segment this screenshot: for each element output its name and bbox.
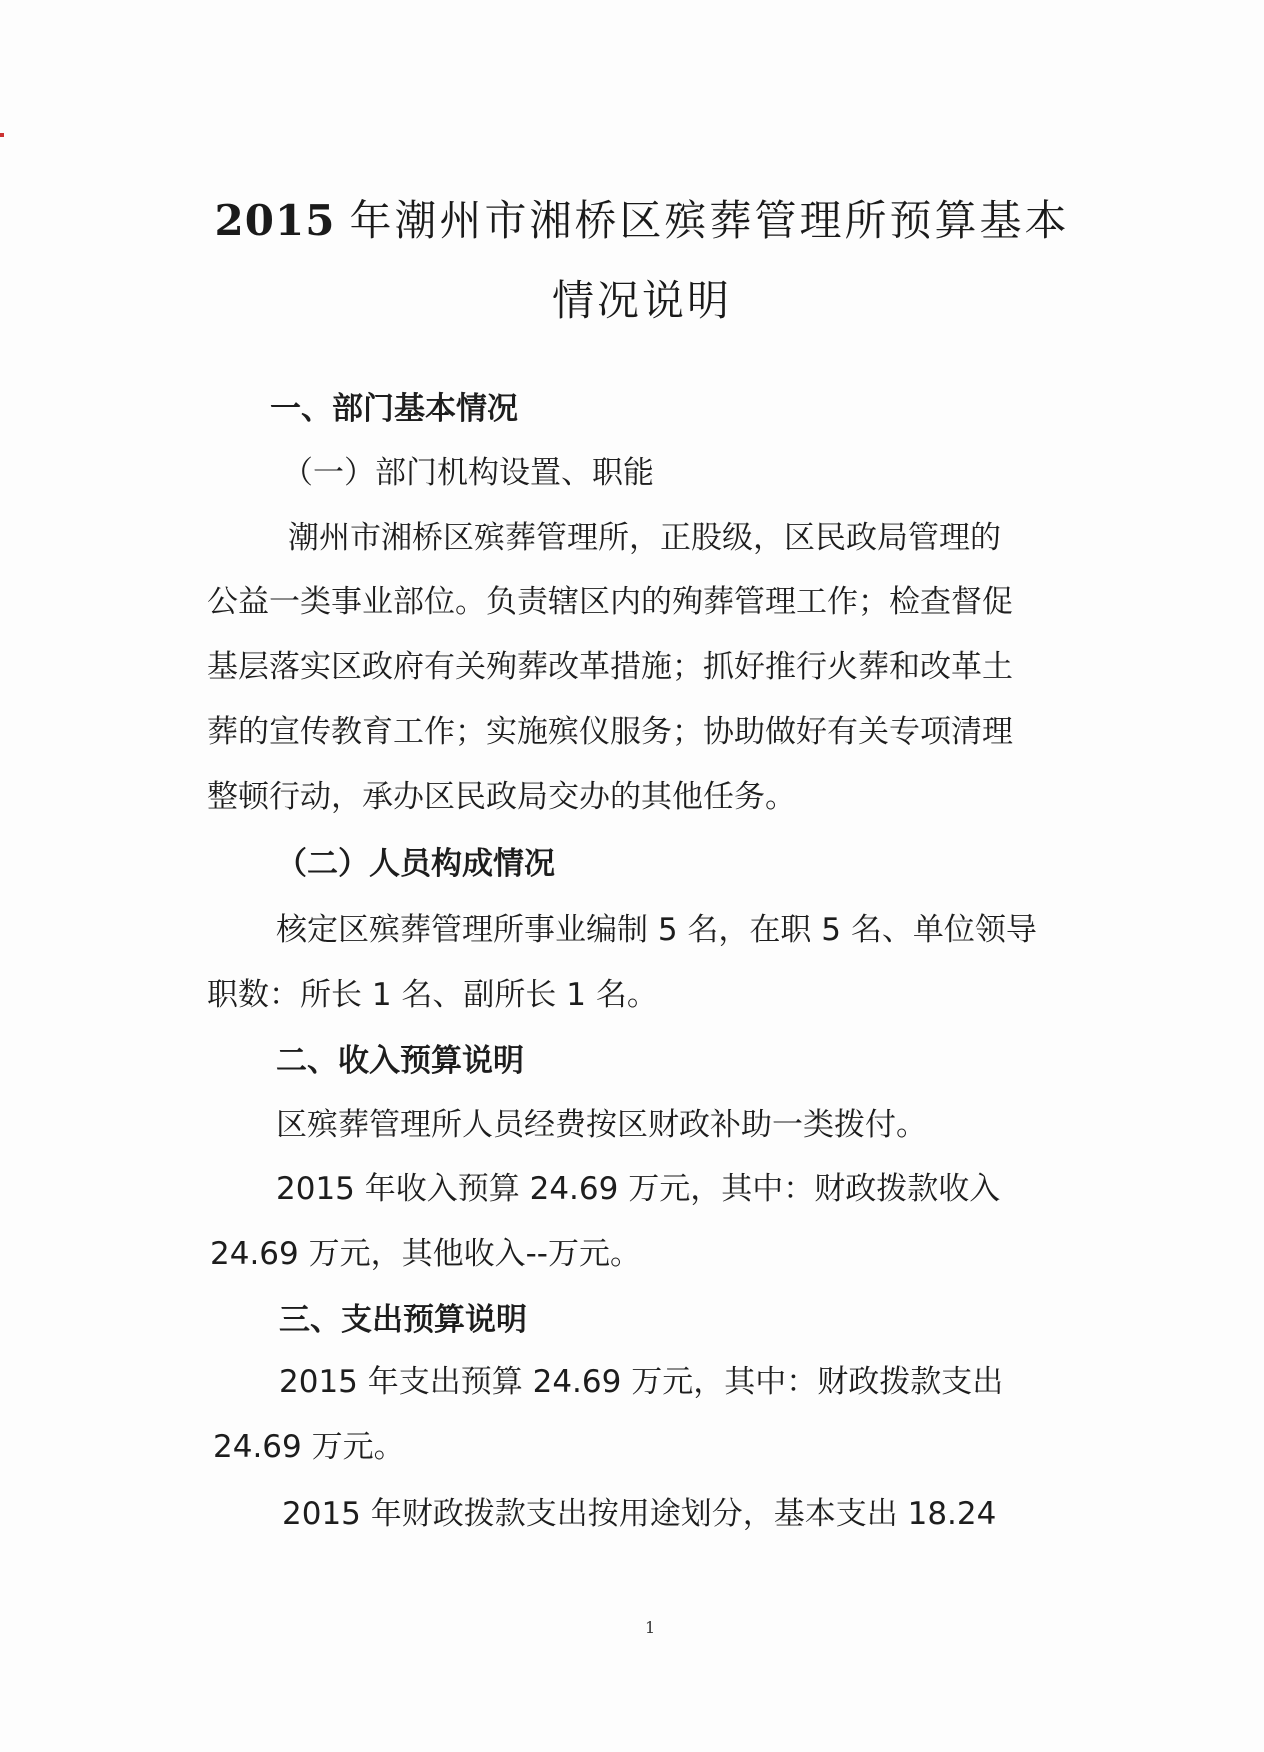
title-year: 2015	[214, 196, 336, 245]
paragraph-line: 2015 年收入预算 24.69 万元，其中：财政拨款收入	[276, 1171, 1001, 1207]
scan-margin-mark	[0, 133, 4, 137]
subsection-heading-1: （一）部门机构设置、职能	[282, 455, 654, 491]
paragraph-line: 公益一类事业部位。负责辖区内的殉葬管理工作；检查督促	[207, 584, 1013, 620]
paragraph-line: 整顿行动，承办区民政局交办的其他任务。	[207, 779, 796, 815]
paragraph-line: 2015 年支出预算 24.69 万元，其中：财政拨款支出	[279, 1364, 1004, 1400]
subsection-heading-2: （二）人员构成情况	[276, 846, 555, 882]
paragraph-line: 葬的宣传教育工作；实施殡仪服务；协助做好有关专项清理	[207, 714, 1013, 750]
paragraph-line: 2015 年财政拨款支出按用途划分，基本支出 18.24	[282, 1496, 997, 1532]
paragraph-line: 潮州市湘桥区殡葬管理所，正股级，区民政局管理的	[288, 520, 1001, 556]
section-heading-3: 三、支出预算说明	[279, 1302, 527, 1338]
section-heading-1: 一、部门基本情况	[270, 391, 518, 427]
paragraph-line: 核定区殡葬管理所事业编制 5 名，在职 5 名、单位领导	[276, 912, 1037, 948]
paragraph-line: 基层落实区政府有关殉葬改革措施；抓好推行火葬和改革土	[207, 649, 1013, 685]
title-rest: 年潮州市湘桥区殡葬管理所预算基本	[349, 196, 1070, 245]
page-number: 1	[645, 1618, 656, 1637]
document-title-line2: 情况说明	[551, 276, 732, 325]
paragraph-line: 区殡葬管理所人员经费按区财政补助一类拨付。	[276, 1107, 927, 1143]
section-heading-2: 二、收入预算说明	[276, 1043, 524, 1079]
document-title-line1	[0, 188, 1264, 248]
paragraph-line: 职数：所长 1 名、副所长 1 名。	[207, 977, 658, 1013]
paragraph-line: 24.69 万元。	[213, 1429, 405, 1465]
paragraph-line: 24.69 万元，其他收入--万元。	[210, 1236, 641, 1272]
